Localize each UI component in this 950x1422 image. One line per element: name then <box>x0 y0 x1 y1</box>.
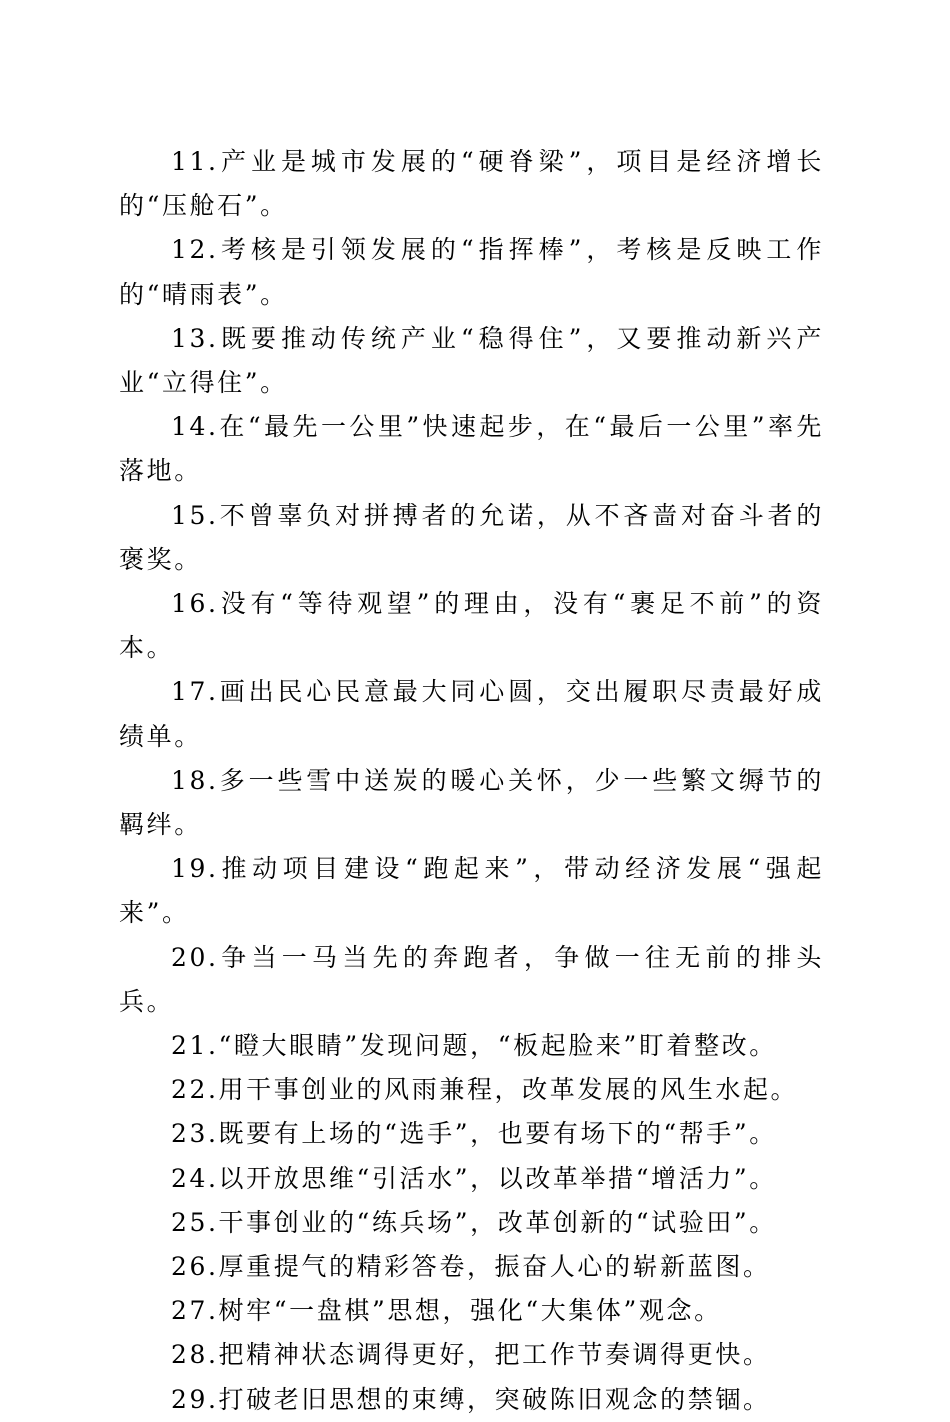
paragraph-19: 19.推动项目建设“跑起来”，带动经济发展“强起来”。 <box>119 854 824 928</box>
paragraph-25: 25.干事创业的“练兵场”，改革创新的“试验田”。 <box>171 1207 777 1237</box>
paragraph-27: 27.树牢“一盘棋”思想，强化“大集体”观念。 <box>171 1296 722 1326</box>
paragraph-17: 17.画出民心民意最大同心圆，交出履职尽责最好成绩单。 <box>119 677 824 751</box>
paragraph-18: 18.多一些雪中送炭的暖心关怀，少一些繁文缛节的羁绊。 <box>119 765 824 840</box>
paragraph-22: 22.用干事创业的风雨兼程，改革发展的风生水起。 <box>171 1075 799 1105</box>
paragraph-12: 12.考核是引领发展的“指挥棒”，考核是反映工作的“晴雨表”。 <box>119 235 824 309</box>
paragraph-13: 13.既要推动传统产业“稳得住”，又要推动新兴产业“立得住”。 <box>119 323 824 398</box>
paragraph-29: 29.打破老旧思想的束缚，突破陈旧观念的禁锢。 <box>171 1384 771 1414</box>
paragraph-14: 14.在“最先一公里”快速起步，在“最后一公里”率先落地。 <box>119 412 824 486</box>
paragraph-24: 24.以开放思维“引活水”，以改革举措“增活力”。 <box>171 1163 777 1193</box>
paragraph-21: 21.“瞪大眼睛”发现问题，“板起脸来”盯着整改。 <box>171 1031 777 1061</box>
paragraph-23: 23.既要有上场的“选手”，也要有场下的“帮手”。 <box>171 1119 777 1149</box>
paragraph-16: 16.没有“等待观望”的理由，没有“裹足不前”的资本。 <box>119 589 824 663</box>
paragraph-26: 26.厚重提气的精彩答卷，振奋人心的崭新蓝图。 <box>171 1252 771 1282</box>
paragraph-28: 28.把精神状态调得更好，把工作节奏调得更快。 <box>171 1340 771 1370</box>
paragraph-11: 11.产业是城市发展的“硬脊梁”，项目是经济增长的“压舱石”。 <box>119 147 824 221</box>
document-body <box>119 140 824 1422</box>
paragraph-20: 20.争当一马当先的奔跑者，争做一往无前的排头兵。 <box>119 942 824 1016</box>
paragraph-15: 15.不曾辜负对拼搏者的允诺，从不吝啬对奋斗者的褒奖。 <box>119 500 824 574</box>
